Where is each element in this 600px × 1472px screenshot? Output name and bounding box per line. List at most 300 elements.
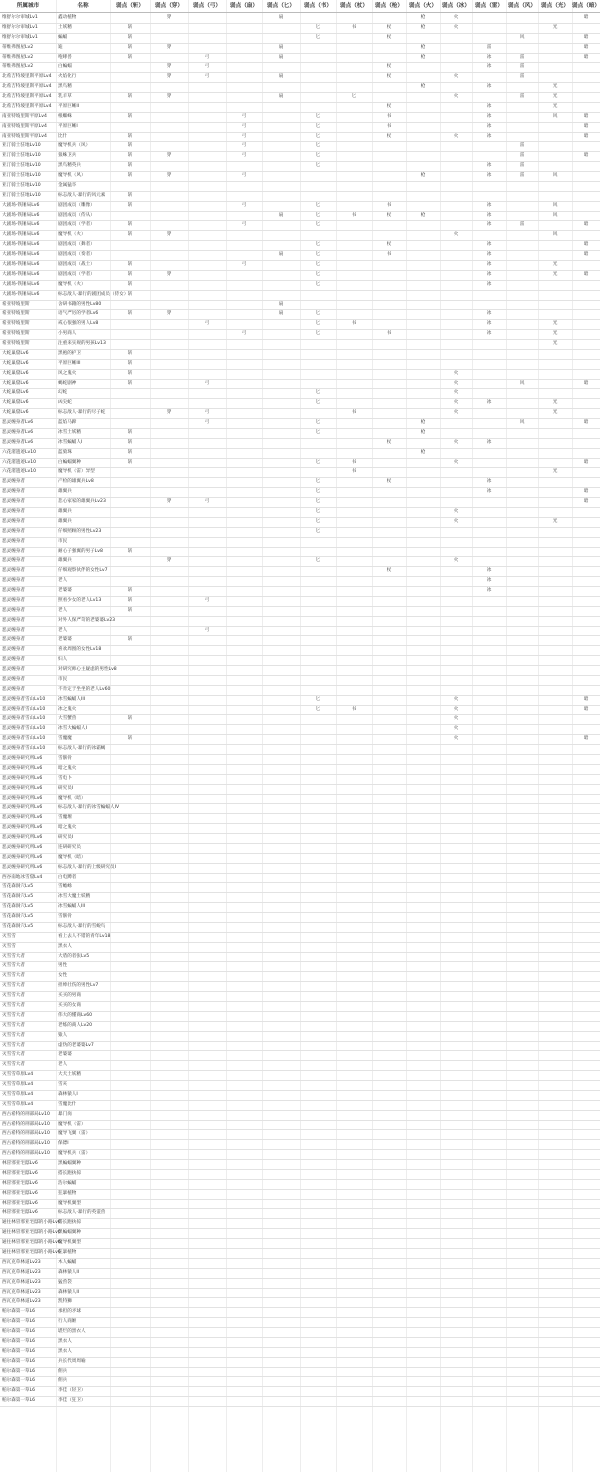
enemy-name-cell: 凯特狮 (58, 1299, 72, 1305)
row-divider (0, 43, 600, 44)
row-divider (0, 991, 600, 992)
city-cell: 南亚特坡里斯平原Lv4 (2, 123, 47, 129)
weakness-cell: 杖 (386, 34, 392, 40)
enemy-name-cell: 蝎蛇剧神 (58, 380, 77, 386)
weakness-cell: 枪 (420, 84, 426, 90)
row-divider (0, 596, 600, 597)
weakness-cell: 暗 (583, 222, 589, 228)
weakness-cell: 斩 (127, 192, 133, 198)
enemy-name-cell: 老婆婆 (58, 1052, 72, 1058)
enemy-name-cell: 剧团成员（舞者） (58, 242, 95, 248)
row-divider (0, 280, 600, 281)
weakness-cell: 扇 (278, 44, 284, 50)
city-cell: 大剧场-铁锤局Lv6 (2, 271, 40, 277)
city-cell: 恶灵缠身研究所Lv6 (2, 756, 43, 761)
row-divider (0, 527, 600, 528)
row-divider (0, 576, 600, 577)
weakness-cell: 暗 (583, 252, 589, 258)
weakness-cell: 斩 (127, 716, 133, 722)
weakness-cell: 枪 (420, 44, 426, 50)
weakness-cell: 风 (552, 212, 558, 218)
row-divider (0, 675, 600, 676)
city-cell: 恶灵缠身者雪山Lv10 (2, 746, 46, 752)
weakness-cell: 弓 (241, 133, 247, 139)
row-divider (0, 705, 600, 706)
weakness-cell: 扇 (278, 252, 284, 258)
row-divider (0, 1149, 600, 1150)
weakness-cell: 冰 (486, 311, 492, 317)
weakness-cell: 暗 (583, 15, 589, 20)
row-divider (0, 1001, 600, 1002)
row-divider (0, 1307, 600, 1308)
weakness-cell: 斩 (127, 449, 133, 455)
weakness-cell: 穿 (166, 410, 172, 416)
weakness-cell: 冰 (486, 222, 492, 228)
city-cell: 灭雪雪大者 (2, 993, 25, 999)
weakness-cell: 火 (453, 400, 459, 406)
enemy-name-cell: 平原巨蜥I (58, 123, 78, 129)
city-cell: 西古希特的刑部局Lv10 (2, 1141, 50, 1147)
enemy-name-cell: 市民 (58, 676, 68, 682)
city-cell: 帕尔森第一草L6 (2, 1348, 36, 1354)
city-cell: 西瓦克草林道Lv23 (2, 1279, 41, 1285)
enemy-name-cell: 买买的女商 (58, 1003, 81, 1008)
row-divider (0, 1041, 600, 1042)
city-cell: 西谷南地冰雪窟Lv4 (2, 874, 43, 880)
weakness-cell: 匕 (315, 252, 321, 258)
city-cell: 西瓦克草林道Lv23 (2, 1259, 41, 1265)
enemy-name-cell: 雪亥 (58, 1082, 68, 1088)
weakness-cell: 斩 (127, 370, 133, 376)
row-divider (0, 833, 600, 834)
row-divider (0, 487, 600, 488)
row-divider (0, 932, 600, 933)
weakness-cell: 匕 (315, 202, 321, 208)
enemy-name-cell: 佣兵 (58, 1368, 68, 1374)
city-cell: 恶灵缠身者 (2, 686, 25, 692)
enemy-name-cell: 大雪蟹兽 (58, 716, 77, 722)
weakness-cell: 匕 (315, 558, 321, 564)
city-cell: 恶灵缠身者 (2, 509, 25, 514)
weakness-cell: 斩 (127, 350, 133, 356)
weakness-cell: 匕 (315, 143, 321, 149)
enemy-name-cell: 狂暴植物 (58, 1190, 77, 1196)
enemy-name-cell: 研究员I (58, 785, 74, 791)
row-divider (0, 912, 600, 913)
weakness-cell: 冰 (486, 588, 492, 594)
weakness-cell: 斩 (127, 281, 133, 287)
row-divider (0, 1159, 600, 1160)
city-cell: 灭雪雪 (2, 943, 16, 949)
weakness-cell: 冰 (486, 242, 492, 248)
enemy-name-cell: 大盾的者张Lv5 (58, 953, 90, 959)
city-cell: 帕尔森第一草L6 (2, 1329, 36, 1335)
row-divider (0, 1238, 600, 1239)
city-cell: 希亚特坡里斯 (2, 321, 30, 327)
weakness-cell: 斩 (127, 548, 133, 554)
weakness-cell: 扇 (278, 311, 284, 317)
city-cell: 大蛇巢窟Lv6 (2, 410, 29, 416)
enemy-name-cell: 黑鸟精英兵 (58, 163, 81, 169)
enemy-name-cell: 剧团成员（学者） (58, 271, 95, 277)
row-divider (0, 359, 600, 360)
weakness-cell: 书 (351, 706, 357, 712)
city-cell: 大蛇巢窟Lv6 (2, 350, 29, 356)
city-cell: 恶灵缠身者Lv6 (2, 429, 34, 435)
city-cell: 恶灵缠身者 (2, 558, 25, 564)
row-divider (0, 744, 600, 745)
row-divider (0, 813, 600, 814)
city-cell: 帕尔森第一草L6 (2, 1358, 36, 1364)
enemy-name-cell: 魔导机（暗） (58, 795, 86, 801)
weakness-cell: 火 (453, 390, 459, 396)
city-cell: 灭雪雪大者 (2, 973, 25, 979)
weakness-cell: 穿 (166, 44, 172, 50)
weakness-cell: 匕 (315, 311, 321, 317)
city-cell: 恶灵缠身者 (2, 627, 25, 633)
weakness-cell: 杖 (386, 212, 392, 218)
row-divider (0, 754, 600, 755)
city-cell: 维舒尔尔审城Lv1 (2, 24, 38, 30)
enemy-name-cell: 猿人 (58, 1032, 68, 1038)
enemy-name-cell: 雄翼兵 (58, 509, 72, 514)
weakness-cell: 杖 (386, 568, 392, 574)
city-cell: 北希吉特坡里斯平原Lv4 (2, 103, 52, 109)
city-cell: 灭雪雪大者 (2, 1042, 25, 1048)
weakness-cell: 弓 (204, 499, 210, 505)
enemy-name-cell: 剧团成员（奏者） (58, 252, 95, 258)
enemy-name-cell: 黑衣人 (58, 1348, 72, 1354)
enemy-name-cell: 不肯定于坐坐的老人Lv60 (58, 686, 111, 692)
row-divider (0, 1021, 600, 1022)
weakness-cell: 火 (453, 410, 459, 416)
weakness-cell: 风 (519, 420, 525, 426)
city-cell: 恶灵缠身研究所Lv6 (2, 844, 43, 850)
weakness-cell: 匕 (315, 390, 321, 396)
weakness-cell: 暗 (583, 133, 589, 139)
enemy-name-cell: 魔导机（火） (58, 281, 86, 287)
enemy-name-cell: 剧团成员（雕像） (58, 202, 95, 208)
row-divider (0, 1278, 600, 1279)
city-cell: 蒂维弗图屋Lv2 (2, 54, 34, 60)
city-cell: 大剧场-铁锤局Lv6 (2, 252, 40, 258)
weakness-cell: 冰 (486, 568, 492, 574)
weakness-cell: 弓 (241, 173, 247, 179)
enemy-name-cell: 标志敌人·暴行的英霊兽 (58, 1210, 106, 1216)
enemy-name-cell: 对研究师心主疑虑的男性Lv8 (58, 667, 117, 673)
weakness-cell: 匕 (315, 281, 321, 287)
enemy-name-cell: 金属猛卒 (58, 182, 77, 188)
column-header: 弱点（光） (538, 0, 572, 13)
weakness-cell: 匕 (351, 94, 357, 100)
column-header: 名称 (56, 0, 110, 13)
city-cell: 大剧场-铁锤局Lv6 (2, 202, 40, 208)
weakness-cell: 弓 (241, 262, 247, 267)
weakness-cell: 火 (453, 94, 459, 100)
row-divider (0, 952, 600, 953)
weakness-cell: 弓 (204, 74, 210, 80)
weakness-cell: 书 (386, 123, 392, 129)
row-divider (0, 961, 600, 962)
weakness-cell: 斩 (127, 34, 133, 40)
city-cell: 雪花森洞穴Lv5 (2, 914, 34, 920)
weakness-cell: 火 (453, 15, 459, 20)
weakness-cell: 冰 (486, 163, 492, 169)
city-cell: 恶灵缠身者 (2, 528, 25, 534)
enemy-name-cell: 剧团成员（战士） (58, 262, 95, 267)
weakness-cell: 斩 (127, 597, 133, 603)
row-divider (0, 1258, 600, 1259)
enemy-name-cell: 保镖I (58, 1141, 69, 1147)
city-cell: 灭雪雪大者 (2, 1022, 25, 1028)
column-header: 弱点（斩） (110, 0, 150, 13)
weakness-cell: 火 (453, 380, 459, 386)
city-cell: 大剧场-铁锤局Lv6 (2, 242, 40, 248)
enemy-name-cell: 标志敌人·暴行的冰雪蝙蝠人IV (58, 805, 120, 811)
row-divider (0, 971, 600, 972)
row-divider (0, 438, 600, 439)
weakness-cell: 冰 (486, 489, 492, 495)
weakness-cell: 雷 (519, 222, 525, 228)
city-cell: 灭雪雪大者 (2, 983, 25, 989)
row-divider (0, 1139, 600, 1140)
weakness-cell: 弓 (241, 123, 247, 129)
enemy-name-cell: 老人 (58, 1062, 68, 1068)
city-cell: 恶灵缠身研究所Lv6 (2, 765, 43, 771)
enemy-name-cell: 黑蝙蝠翼种 (58, 1161, 81, 1167)
weakness-cell: 匕 (315, 24, 321, 30)
row-divider (0, 942, 600, 943)
enemy-name-cell: 蓝焰马蹄 (58, 420, 77, 426)
city-cell: 灭雪雪草原Lv4 (2, 1091, 34, 1097)
weakness-cell: 弓 (241, 222, 247, 228)
weakness-cell: 枪 (420, 173, 426, 179)
weakness-cell: 冰 (486, 271, 492, 277)
row-divider (0, 23, 600, 24)
city-cell: 西瓦克草林道Lv23 (2, 1269, 41, 1275)
row-divider (0, 141, 600, 142)
weakness-cell: 暗 (583, 380, 589, 386)
weakness-cell: 匕 (315, 420, 321, 426)
enemy-name-cell: 黑衣人 (58, 943, 72, 949)
enemy-name-cell: 老婆婆 (58, 637, 72, 643)
row-divider (0, 428, 600, 429)
row-divider (0, 1297, 600, 1298)
enemy-name-cell: 研究员I (58, 835, 74, 841)
enemy-name-cell: 老婆婆 (58, 588, 72, 594)
weakness-cell: 雷 (519, 94, 525, 100)
row-divider (0, 922, 600, 923)
weakness-cell: 暗 (583, 271, 589, 277)
enemy-name-cell: 妇人 (58, 657, 68, 663)
enemy-name-cell: 狼蛛卫兵 (58, 153, 77, 159)
row-divider (0, 398, 600, 399)
weakness-cell: 斩 (127, 736, 133, 742)
weakness-cell: 匕 (315, 222, 321, 228)
enemy-name-cell: 冰雪蝙蝠人III (58, 904, 86, 910)
enemy-name-cell: 魔导机翼型 (58, 1200, 81, 1206)
enemy-name-cell: 冰雪大蝙蝠人I (58, 726, 87, 732)
weakness-cell: 暗 (583, 123, 589, 129)
row-divider (0, 902, 600, 903)
enemy-name-cell: 行人商姬 (58, 1319, 77, 1325)
city-cell: 恶灵缠身研究所Lv6 (2, 864, 43, 870)
row-divider (0, 132, 600, 133)
weakness-cell: 弓 (241, 143, 247, 149)
row-divider (0, 448, 600, 449)
row-divider (0, 379, 600, 380)
weakness-cell: 斩 (127, 439, 133, 445)
row-divider (0, 1268, 600, 1269)
weakness-cell: 弓 (204, 410, 210, 416)
row-divider (0, 1386, 600, 1387)
row-divider (0, 191, 600, 192)
row-divider (0, 418, 600, 419)
city-cell: 亚汀骑士驻地Lv10 (2, 153, 41, 159)
city-cell: 希亚特坡里斯 (2, 331, 30, 337)
enemy-name-cell: 迪 (58, 44, 63, 50)
city-cell: 恶灵缠身者 (2, 676, 25, 682)
column-header: 弱点（火） (406, 0, 440, 13)
enemy-name-cell: 平原巨蜥III (58, 360, 81, 366)
weakness-cell: 弓 (204, 54, 210, 60)
weakness-cell: 弓 (204, 627, 210, 633)
enemy-name-cell: 雪魔堰 (58, 815, 72, 821)
enemy-name-cell: 标志敌人·暴行的尽子蛇 (58, 410, 106, 416)
row-divider (0, 774, 600, 775)
enemy-name-cell: 李佳（轻卫） (58, 1388, 86, 1394)
row-divider (0, 1327, 600, 1328)
city-cell: 北希吉特坡里斯平原Lv4 (2, 94, 52, 100)
city-cell: 灭雪雪草原Lv4 (2, 1072, 34, 1078)
weakness-cell: 匕 (315, 262, 321, 267)
column-header: 弱点（扇） (226, 0, 262, 13)
row-divider (0, 685, 600, 686)
weakness-cell: 光 (552, 469, 558, 475)
row-divider (0, 112, 600, 113)
city-cell: 亚汀骑士驻地Lv10 (2, 192, 41, 198)
weakness-cell: 暗 (583, 706, 589, 712)
weakness-cell: 穿 (166, 558, 172, 564)
weakness-cell: 扇 (278, 15, 284, 20)
weakness-cell: 冰 (486, 64, 492, 70)
city-cell: 恶灵缠身者雪山Lv10 (2, 696, 46, 702)
enemy-name-cell: 剧团成员（侍从） (58, 212, 95, 218)
weakness-cell: 斩 (127, 459, 133, 465)
weakness-cell: 风 (552, 202, 558, 208)
weakness-cell: 枪 (420, 54, 426, 60)
weakness-cell: 暗 (583, 153, 589, 159)
enemy-name-cell: 雄翼兵 (58, 558, 72, 564)
weakness-cell: 冰 (486, 400, 492, 406)
weakness-cell: 匕 (315, 321, 321, 327)
weakness-cell: 匕 (315, 113, 321, 119)
row-divider (0, 714, 600, 715)
weakness-cell: 光 (552, 103, 558, 109)
weakness-cell: 火 (453, 509, 459, 514)
city-cell: 帕尔森第一草L6 (2, 1398, 36, 1404)
weakness-cell: 书 (386, 202, 392, 208)
weakness-cell: 暗 (583, 54, 589, 60)
enemy-name-cell: 鑫动植物 (58, 15, 77, 20)
city-cell: 亚汀骑士驻地Lv10 (2, 143, 41, 149)
row-divider (0, 1367, 600, 1368)
weakness-cell: 光 (552, 518, 558, 524)
enemy-name-cell: 戒心很强的男人Lv8 (58, 321, 99, 327)
weakness-cell: 斩 (127, 311, 133, 317)
city-cell: 恶灵缠身研究所Lv6 (2, 775, 43, 781)
weakness-cell: 风 (552, 113, 558, 119)
weakness-cell: 火 (453, 558, 459, 564)
enemy-name-cell: 标志敌人·暴行的风元素 (58, 192, 106, 198)
city-cell: 灭雪雪大者 (2, 1062, 25, 1068)
enemy-name-cell: 土妖精 (58, 24, 72, 30)
weakness-cell: 弓 (204, 321, 210, 327)
weakness-cell: 光 (552, 410, 558, 416)
city-cell: 恶灵缠身者 (2, 548, 25, 554)
city-cell: 大剧场-铁锤局Lv6 (2, 222, 40, 228)
city-cell: 恶灵缠身者雪山Lv10 (2, 736, 46, 742)
row-divider (0, 1031, 600, 1032)
enemy-name-cell: 雪骸骨 (58, 756, 72, 761)
row-divider (0, 388, 600, 389)
enemy-name-cell: 舍研书籍的男性Lv80 (58, 301, 102, 307)
enemy-name-cell: 冰雪蝙蝠人III (58, 696, 86, 702)
city-cell: 西古希特的刑部局Lv10 (2, 1151, 50, 1157)
city-cell: 南亚特坡里斯平原Lv4 (2, 113, 47, 119)
weakness-cell: 匕 (315, 331, 321, 337)
row-divider (0, 823, 600, 824)
enemy-name-cell: 森林猿人II (58, 1269, 80, 1275)
enemy-name-cell: 注重来实规的男孩Lv13 (58, 341, 106, 347)
row-divider (0, 892, 600, 893)
city-cell: 恶灵缠身研究所Lv6 (2, 825, 43, 831)
city-cell: 灭雪雪大者 (2, 1012, 25, 1018)
weakness-cell: 书 (351, 469, 357, 475)
row-divider (0, 665, 600, 666)
enemy-name-cell: 搭长跑执掠 (58, 1220, 81, 1226)
weakness-cell: 光 (552, 94, 558, 100)
city-cell: 恶灵缠身者 (2, 667, 25, 673)
weakness-cell: 斩 (127, 133, 133, 139)
weakness-cell: 书 (386, 331, 392, 337)
city-cell: 大蛇巢窟Lv6 (2, 390, 29, 396)
weakness-cell: 杖 (386, 64, 392, 70)
city-cell: 恶灵缠身者 (2, 617, 25, 623)
weakness-cell: 穿 (166, 232, 172, 238)
row-divider (0, 1228, 600, 1229)
weakness-cell: 雷 (486, 44, 492, 50)
row-divider (0, 181, 600, 182)
weakness-cell: 冰 (486, 252, 492, 258)
city-cell: 帕尔森第一草L6 (2, 1309, 36, 1315)
row-divider (0, 102, 600, 103)
weakness-cell: 枪 (420, 24, 426, 30)
city-cell: 恶灵缠身研究所Lv6 (2, 795, 43, 801)
enemy-name-cell: 黑鸟精 (58, 84, 72, 90)
weakness-cell: 斩 (127, 637, 133, 643)
row-divider (0, 497, 600, 498)
row-divider (0, 1396, 600, 1397)
row-divider (0, 300, 600, 301)
city-cell: 大剧场-铁锤局Lv6 (2, 262, 40, 267)
enemy-name-cell: 担绅壮伤的男性Lv7 (58, 983, 99, 989)
enemy-name-cell: 魔导飞翼（雷） (58, 1131, 91, 1137)
weakness-cell: 枪 (420, 15, 426, 20)
weakness-cell: 雷 (519, 173, 525, 179)
weakness-cell: 斩 (127, 163, 133, 169)
enemy-name-cell: 堪烂的黑衣人 (58, 1329, 86, 1335)
